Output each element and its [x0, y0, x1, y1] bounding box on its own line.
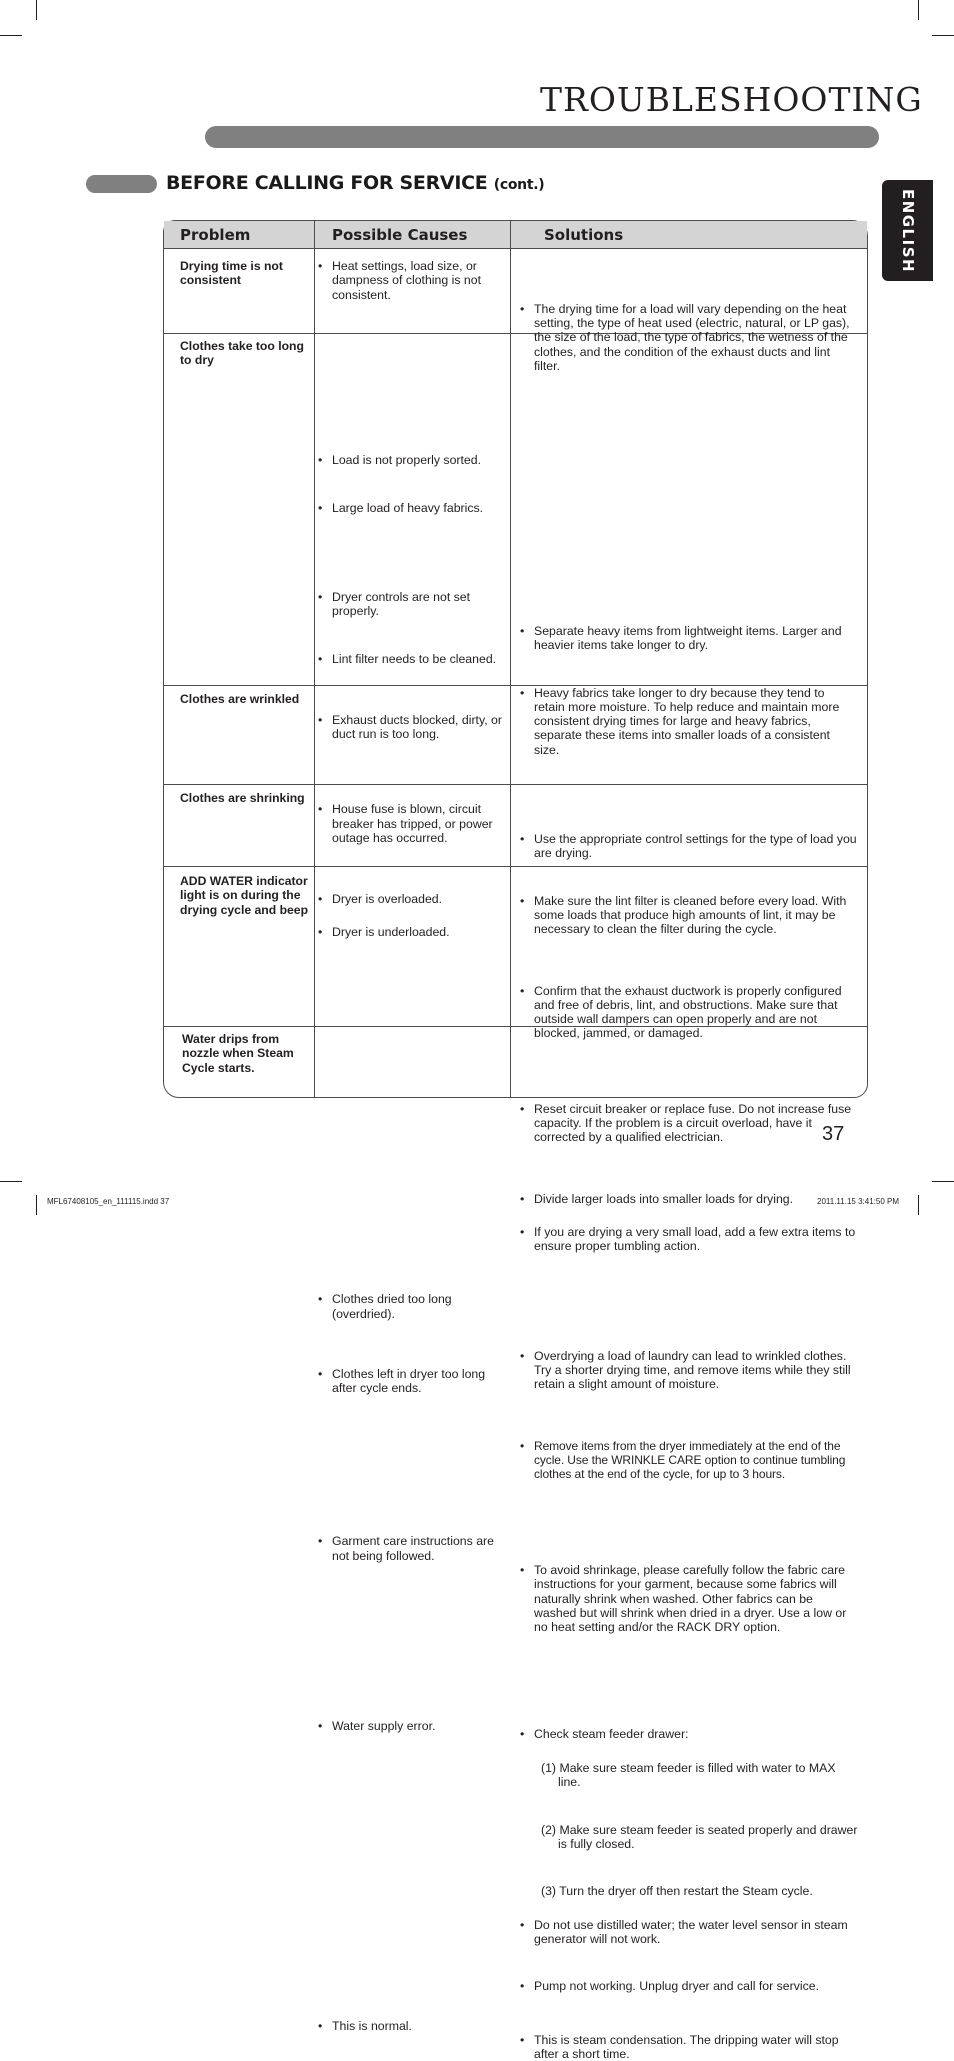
row-divider [164, 866, 867, 867]
solution-item: • Check steam feeder drawer: [520, 1727, 858, 1741]
solution-item: • If you are drying a very small load, add a few extra items to ensure proper tumbling action. [520, 1225, 858, 1254]
crop-mark [918, 0, 919, 20]
row-divider [164, 784, 867, 785]
column-header-solutions: Solutions [544, 226, 624, 244]
solution-item: • Confirm that the exhaust ductwork is properly configured and free of debris, lint, and obstructions. Make sure that outside wall dampers can open properly and are not blocked, jammed, or damaged. [520, 984, 858, 1041]
crop-mark [932, 35, 954, 36]
cause-item: • Clothes left in dryer too long after cycle ends. [318, 1367, 508, 1396]
crop-mark [932, 1181, 954, 1182]
crop-mark [36, 0, 37, 20]
cause-item: • Large load of heavy fabrics. [318, 501, 508, 515]
problem-cell: Drying time is not consistent [180, 259, 283, 288]
cause-item: • Dryer controls are not set properly. [318, 590, 508, 619]
cause-item: • Garment care instructions are not being followed. [318, 1534, 508, 1563]
page-number: 37 [822, 1123, 845, 1145]
problem-cell: Clothes take too long to dry [180, 339, 304, 368]
section-title-text: BEFORE CALLING FOR SERVICE [166, 172, 488, 194]
cause-item: • Clothes dried too long (overdried). [318, 1292, 508, 1321]
solution-item: • Pump not working. Unplug dryer and call for service. [520, 1979, 858, 1993]
file-info: MFL67408105_en_111115.indd 37 [47, 1197, 170, 1206]
solution-item: • To avoid shrinkage, please carefully follow the fabric care instructions for your garment, because some fabrics will naturally shrink when washed. Other fabrics can be washed but will shrink when dried in a dryer. Use a low or no heat setting and/or the RACK DRY option. [520, 1563, 858, 1634]
page-title: TROUBLESHOOTING [540, 80, 923, 119]
solution-step: (2) Make sure steam feeder is seated properly and drawer is fully closed. [541, 1822, 858, 1851]
solution-item: • Separate heavy items from lightweight items. Larger and heavier items take longer to dry. [520, 624, 858, 653]
solution-item: • Overdrying a load of laundry can lead to wrinkled clothes. Try a shorter drying time, and remove items while they still retain a slight amount of moisture. [520, 1349, 858, 1392]
solution-item: • Heavy fabrics take longer to dry because they tend to retain more moisture. To help reduce and maintain more consistent drying times for large and heavy fabrics, separate these items into smaller loads of a consistent size. [520, 686, 858, 757]
solution-item: • Remove items from the dryer immediately at the end of the cycle. Use the WRINKLE CARE option to continue tumbling clothes at the end of the cycle, for up to 3 hours. [520, 1439, 858, 1482]
solution-item: • Do not use distilled water; the water level sensor in steam generator will not work. [520, 1918, 858, 1947]
solution-item: • Reset circuit breaker or replace fuse. Do not increase fuse capacity. If the problem is a circuit overload, have it corrected by a qualified electrician. [520, 1102, 858, 1145]
column-divider [510, 221, 511, 1097]
column-header-causes: Possible Causes [332, 226, 468, 244]
print-timestamp: 2011.11.15 3:41:50 PM [817, 1197, 899, 1206]
column-divider [314, 221, 315, 1097]
cause-item: • Water supply error. [318, 1719, 508, 1733]
cause-item: • This is normal. [318, 2019, 508, 2033]
cause-item: • Dryer is overloaded. [318, 892, 508, 906]
solution-item: • The drying time for a load will vary depending on the heat setting, the type of heat used (electric, natural, or LP gas), the size of the load, the type of fabrics, the wetness of the clothes, and the condition of the exhaust ducts and lint filter. [520, 302, 858, 373]
crop-mark [0, 35, 22, 36]
language-tab [882, 180, 933, 281]
crop-mark [918, 1195, 919, 1215]
cause-item: • Exhaust ducts blocked, dirty, or duct run is too long. [318, 713, 508, 742]
table-header [164, 221, 867, 249]
column-header-problem: Problem [180, 226, 251, 244]
solution-item: • Use the appropriate control settings for the type of load you are drying. [520, 832, 858, 861]
solution-step: (1) Make sure steam feeder is filled with water to MAX line. [541, 1761, 836, 1790]
solution-step: (3) Turn the dryer off then restart the Steam cycle. [541, 1884, 813, 1899]
solution-item: • Make sure the lint filter is cleaned before every load. With some loads that produce high amounts of lint, it may be necessary to clean the filter during the cycle. [520, 894, 858, 937]
cause-item: • Lint filter needs to be cleaned. [318, 652, 508, 666]
section-title-suffix: (cont.) [493, 177, 545, 193]
cause-item: • Dryer is underloaded. [318, 925, 508, 939]
crop-mark [36, 1195, 37, 1215]
problem-cell: Clothes are shrinking [180, 791, 305, 805]
crop-mark [0, 1181, 22, 1182]
section-title [166, 172, 544, 194]
cause-item: • House fuse is blown, circuit breaker has tripped, or power outage has occurred. [318, 802, 508, 845]
language-tab-label: ENGLISH [898, 188, 917, 273]
problem-cell: Clothes are wrinkled [180, 692, 300, 706]
title-bar [205, 126, 879, 148]
solution-item: • This is steam condensation. The dripping water will stop after a short time. [520, 2033, 858, 2061]
problem-cell: Water drips from nozzle when Steam Cycle starts. [182, 1032, 294, 1075]
solution-item: • Divide larger loads into smaller loads for drying. [520, 1192, 858, 1206]
section-pill [86, 175, 157, 193]
problem-cell: ADD WATER indicator light is on during the drying cycle and beep [180, 874, 309, 917]
cause-item: • Heat settings, load size, or dampness of clothing is not consistent. [318, 259, 508, 302]
cause-item: • Load is not properly sorted. [318, 453, 508, 467]
